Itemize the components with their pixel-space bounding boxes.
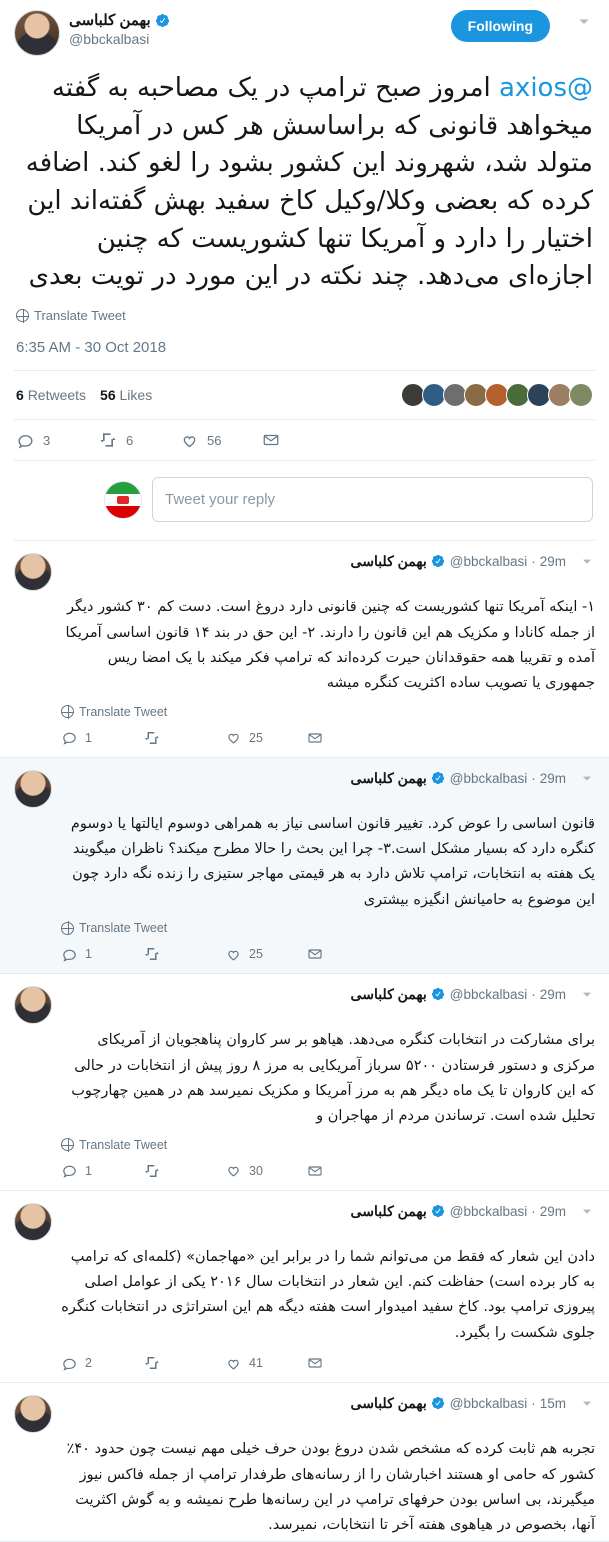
tweet-actions — [14, 420, 595, 461]
reply-name-row — [61, 553, 566, 570]
like-action[interactable] — [180, 431, 262, 450]
like-count: 41 — [249, 1356, 263, 1371]
mention-link[interactable]: @axios — [499, 73, 593, 103]
separator: · — [531, 987, 536, 1003]
like-action[interactable] — [225, 729, 307, 746]
separator: · — [531, 1396, 536, 1412]
reply-name-row — [61, 1203, 566, 1220]
reply-count: 2 — [85, 1356, 92, 1371]
reply-text: دادن این شعار که فقط من می‌توانم شما را در برابر این «مهاجمان» (کلمه‌ای که ترامپ به کار برده است) حفاظت کنم. این شعار در انتخابات سال ۲۰۱۶ یکی از عوامل اصلی پیروزی ترامپ بود. کاخ سفید امیدوار است هفته دیگه هم این استراتژی در انتخابات کنگره جلوی شکست را بگیرد. — [61, 1248, 595, 1341]
reply-count: 3 — [43, 432, 51, 448]
retweet-action[interactable] — [143, 945, 225, 963]
reply-text: تجربه هم ثابت کرده که مشخص شدن دروغ بودن حرف خیلی مهم نیست چون حدود ۴۰٪ کشور که حامی او هستند اخبارشان را از رسانه‌های طرفدار ترامپ از جمله فاکس نیوز میگیرند، بی اساس بودن حرفهای ترامپ در این رسانه‌ها طرح نمیشه و به گوش اکثریت آنها، بخصوص در هیاهوی هفته آخر تا انتخابات، نمیرسد. — [66, 1441, 595, 1534]
share-action[interactable] — [307, 1355, 389, 1371]
separator: · — [531, 1203, 536, 1219]
reply-meta — [61, 553, 566, 570]
reply-name-row — [61, 986, 566, 1003]
reply-actions — [61, 939, 595, 973]
verified-badge-icon — [431, 1204, 446, 1219]
translate-label: Translate Tweet — [79, 704, 168, 719]
reply-name-row — [61, 770, 566, 787]
share-action[interactable] — [307, 730, 389, 746]
thread-reply — [0, 974, 609, 1191]
reply-text: برای مشارکت در انتخابات کنگره می‌دهد. هیاهو بر سر کاروان پناهجویان از آمریکای مرکزی و دستور فرستادن ۵۲۰۰ سرباز آمریکایی به مرز ۸ روز پیش از انتخابات در حالی که این کاروان تا یک ماه دیگر هم به مرز آمریکا و مکزیک نمیرسد هم در همین چهارچوب تحلیل شده است. ترساندن مردم از مهاجران و — [71, 1032, 595, 1125]
translate-tweet-link[interactable] — [61, 699, 595, 723]
reply-handle[interactable]: @bbckalbasi — [449, 987, 528, 1003]
reply-display-name[interactable]: بهمن کلباسی — [350, 1395, 427, 1412]
retweets-label: Retweets — [27, 387, 87, 404]
reply-header — [14, 1203, 595, 1241]
reply-meta — [61, 986, 566, 1003]
reply-header — [14, 986, 595, 1024]
avatar[interactable] — [14, 553, 52, 591]
avatar[interactable] — [14, 770, 52, 808]
globe-icon — [61, 1138, 74, 1151]
translate-tweet-link[interactable] — [14, 300, 595, 333]
reply-handle[interactable]: @bbckalbasi — [449, 554, 528, 570]
retweet-action[interactable] — [143, 1162, 225, 1180]
following-button[interactable]: Following — [451, 10, 550, 42]
reply-handle[interactable]: @bbckalbasi — [449, 770, 528, 786]
retweet-action[interactable] — [143, 1354, 225, 1372]
reply-name-row — [61, 1395, 566, 1412]
globe-icon — [61, 705, 74, 718]
main-tweet-text-body: امروز صبح ترامپ در یک مصاحبه به گفته میخواهد قانونی که براساسش هر کس در آمریکا متولد شد، شهروند این کشور بشود را لغو کند. اضافه کرده که بعضی وکلا/وکیل کاخ سفید بهش گفته‌اند این اختیار را دارد و آمریکا تنها کشوریست که چنین اجازه‌ای می‌دهد. چند نکته در این مورد در تویت بعدی — [25, 73, 593, 292]
translate-label: Translate Tweet — [34, 308, 126, 324]
reply-display-name[interactable]: بهمن کلباسی — [350, 986, 427, 1003]
tweet-timestamp[interactable]: 6:35 AM - 30 Oct 2018 — [14, 333, 595, 371]
reply-time: 29m — [539, 770, 566, 786]
main-tweet-header — [14, 10, 595, 56]
author-handle[interactable]: @bbckalbasi — [69, 31, 150, 47]
thread-reply — [0, 1383, 609, 1542]
avatar[interactable] — [569, 383, 593, 407]
share-action[interactable] — [262, 431, 344, 449]
reply-header — [14, 770, 595, 808]
translate-tweet-link[interactable] — [61, 1132, 595, 1156]
reply-actions — [61, 1348, 595, 1382]
reply-display-name[interactable]: بهمن کلباسی — [350, 1202, 427, 1219]
main-tweet — [0, 0, 609, 541]
verified-badge-icon — [431, 771, 446, 786]
retweets-stat[interactable] — [16, 387, 86, 403]
translate-label: Translate Tweet — [79, 921, 168, 936]
retweets-count: 6 — [16, 387, 24, 404]
reply-action[interactable] — [61, 946, 143, 963]
reply-handle[interactable]: @bbckalbasi — [449, 1396, 528, 1412]
chevron-down-icon[interactable] — [575, 770, 595, 786]
verified-badge-icon — [155, 13, 170, 28]
reply-display-name[interactable]: بهمن کلباسی — [350, 553, 427, 570]
chevron-down-icon[interactable] — [575, 1203, 595, 1219]
reply-time: 15m — [539, 1396, 566, 1412]
thread-reply — [0, 758, 609, 975]
avatar[interactable] — [14, 1203, 52, 1241]
likes-stat[interactable] — [100, 387, 152, 403]
reply-count: 1 — [85, 1163, 92, 1178]
reply-count: 1 — [85, 947, 92, 962]
avatar[interactable] — [14, 10, 60, 56]
author-name-row — [69, 11, 442, 29]
verified-badge-icon — [431, 987, 446, 1002]
reply-action[interactable] — [61, 729, 143, 746]
liker-avatars — [404, 383, 593, 407]
translate-tweet-link[interactable] — [61, 915, 595, 939]
likes-count: 56 — [100, 387, 116, 404]
like-count: 30 — [249, 1163, 263, 1178]
like-count: 25 — [249, 947, 263, 962]
like-action[interactable] — [225, 1162, 307, 1179]
like-action[interactable] — [225, 946, 307, 963]
thread-reply — [0, 541, 609, 758]
reply-input[interactable] — [152, 477, 593, 522]
reply-meta — [61, 770, 566, 787]
share-action[interactable] — [307, 1163, 389, 1179]
like-count: 25 — [249, 730, 263, 745]
reply-header — [14, 1395, 595, 1433]
reply-actions — [61, 723, 595, 757]
main-tweet-text — [14, 56, 595, 300]
reply-time: 29m — [539, 554, 566, 570]
reply-time: 29m — [539, 1203, 566, 1219]
share-action[interactable] — [307, 946, 389, 962]
reply-count: 1 — [85, 730, 92, 745]
separator: · — [531, 554, 536, 570]
translate-label: Translate Tweet — [79, 1137, 168, 1152]
reply-action[interactable] — [16, 431, 98, 450]
like-count: 56 — [207, 432, 222, 448]
verified-badge-icon — [431, 554, 446, 569]
retweet-action[interactable] — [143, 729, 225, 747]
chevron-down-icon[interactable] — [575, 553, 595, 569]
reply-action[interactable] — [61, 1355, 143, 1372]
likes-label: Likes — [119, 387, 153, 404]
reply-action[interactable] — [61, 1162, 143, 1179]
reply-time: 29m — [539, 987, 566, 1003]
avatar[interactable] — [14, 1395, 52, 1433]
like-action[interactable] — [225, 1355, 307, 1372]
reply-composer — [14, 461, 595, 541]
reply-meta — [61, 1203, 566, 1220]
chevron-down-icon[interactable] — [575, 986, 595, 1002]
author-names — [69, 10, 442, 47]
tweet-stats — [14, 371, 595, 420]
author-display-name[interactable]: بهمن کلباسی — [69, 12, 151, 29]
chevron-down-icon[interactable] — [573, 10, 595, 32]
avatar[interactable] — [104, 481, 142, 519]
reply-text: قانون اساسی را عوض کرد. تغییر قانون اساسی نیاز به همراهی دوسوم ایالتها یا دوسوم کنگره دارد که بسیار مشکل است.۳- چرا این بحث را حالا مطرح میکند؟ ناظران میگویند یک هفته به انتخابات، ترامپ تلاش دارد به هر قیمتی مهاجر ستیزی را زنده نگه دارد چون این موضوع به حامیانش انگیزه بیشتری — [70, 815, 595, 908]
reply-header — [14, 553, 595, 591]
reply-handle[interactable]: @bbckalbasi — [449, 1203, 528, 1219]
reply-display-name[interactable]: بهمن کلباسی — [350, 769, 427, 786]
avatar[interactable] — [14, 986, 52, 1024]
reply-meta — [61, 1395, 566, 1412]
thread-reply — [0, 1191, 609, 1384]
retweet-count: 6 — [126, 432, 134, 448]
reply-text: ۱- اینکه آمریکا تنها کشوریست که چنین قانونی دارد دروغ است. دست کم ۳۰ کشور دیگر از جمله کانادا و مکزیک هم این قانون را دارند. ۲- این حق در بند ۱۴ قانون اساسی آمریکا آمده و تقریبا همه حقوقدانان حیرت کرده‌اند که ترامپ فکر میکند با یک امضا ریس جمهوری یا تصویب ساده اکثریت کنگره میشه — [65, 599, 595, 692]
reply-actions — [61, 1156, 595, 1190]
globe-icon — [61, 922, 74, 935]
globe-icon — [16, 309, 29, 322]
chevron-down-icon[interactable] — [575, 1395, 595, 1411]
separator: · — [531, 770, 536, 786]
retweet-action[interactable] — [98, 430, 180, 450]
verified-badge-icon — [431, 1396, 446, 1411]
